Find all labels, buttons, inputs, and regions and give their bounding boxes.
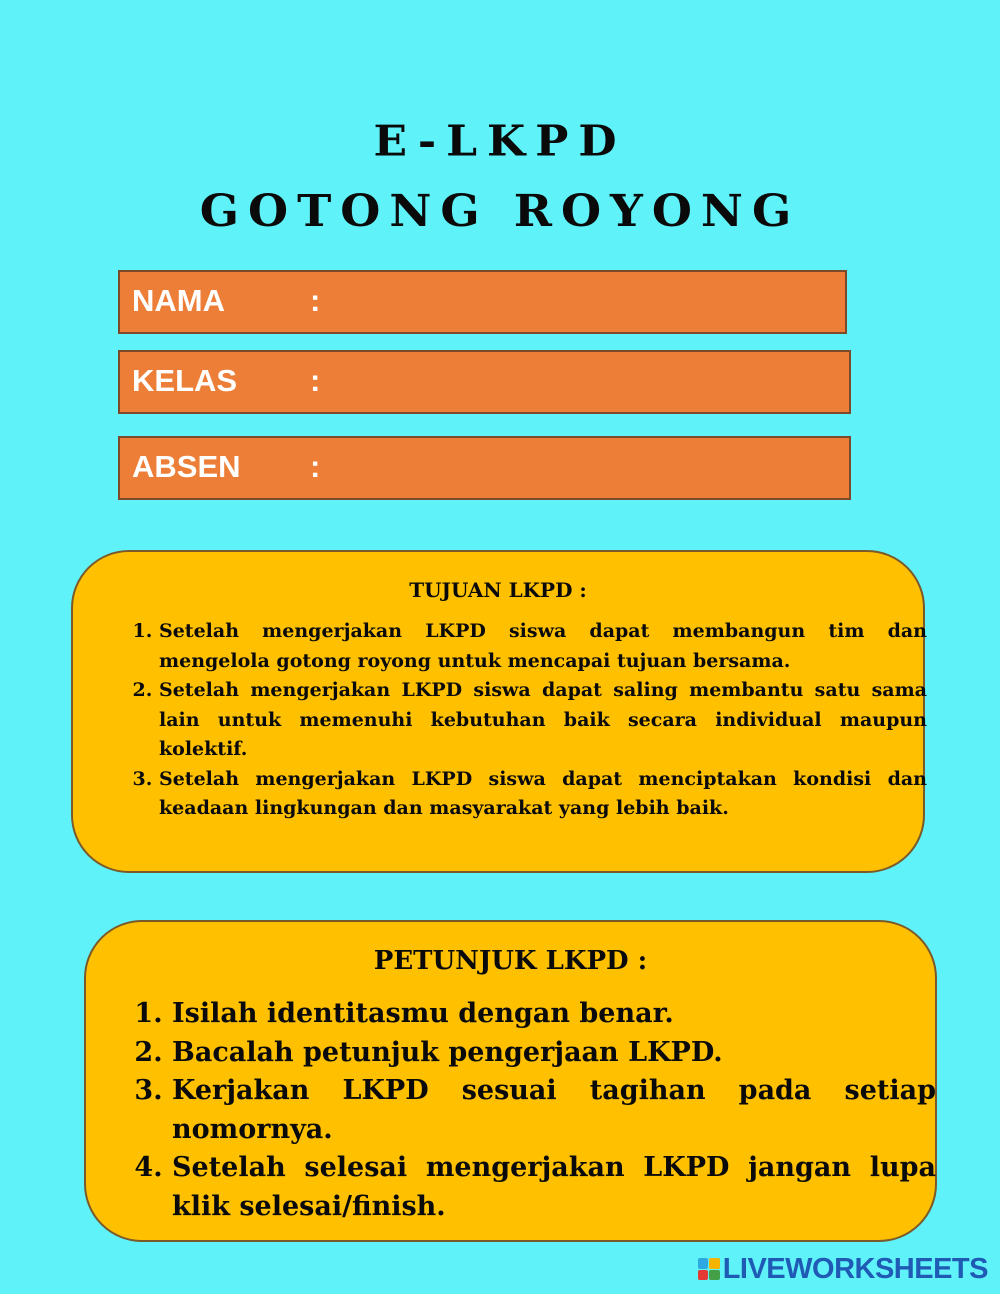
tujuan-list [129,617,927,824]
page-title-line1: E-LKPD [373,117,627,166]
petunjuk-panel [84,920,937,1242]
liveworksheets-brand[interactable] [698,1254,988,1284]
brand-name: LIVEWORKSHEETS [722,1252,988,1285]
logo-tile [698,1270,709,1281]
absen-field[interactable] [118,436,851,500]
nama-label: NAMA [132,283,225,318]
logo-tile [698,1258,709,1269]
tujuan-heading: TUJUAN LKPD : [409,578,587,602]
nama-separator: : [310,283,321,318]
page-title-line2: GOTONG ROYONG [199,185,801,237]
logo-tile [709,1258,720,1269]
logo-tile [709,1270,720,1281]
kelas-field[interactable] [118,350,851,414]
petunjuk-heading: PETUNJUK LKPD : [373,946,648,976]
kelas-separator: : [310,363,321,398]
absen-separator: : [310,449,321,484]
list-item: 4. Setelah selesai mengerjakan LKPD jangan lupa klik selesai/finish. [172,1149,936,1226]
list-item: 1. Isilah identitasmu dengan benar. [172,995,936,1034]
list-item: 3. Setelah mengerjakan LKPD siswa dapat menciptakan kondisi dan keadaan lingkungan dan masyarakat yang lebih baik. [159,765,927,824]
nama-field[interactable] [118,270,847,334]
list-item: 1. Setelah mengerjakan LKPD siswa dapat membangun tim dan mengelola gotong royong untuk mencapai tujuan bersama. [159,617,927,676]
petunjuk-list [146,995,936,1226]
list-item: 2. Setelah mengerjakan LKPD siswa dapat saling membantu satu sama lain untuk memenuhi kebutuhan baik secara individual maupun kolektif. [159,676,927,765]
list-item: 2. Bacalah petunjuk pengerjaan LKPD. [172,1034,936,1073]
liveworksheets-logo-icon [698,1258,720,1280]
tujuan-panel [71,550,925,873]
absen-label: ABSEN [132,449,241,484]
list-item: 3. Kerjakan LKPD sesuai tagihan pada setiap nomornya. [172,1072,936,1149]
kelas-label: KELAS [132,363,238,398]
